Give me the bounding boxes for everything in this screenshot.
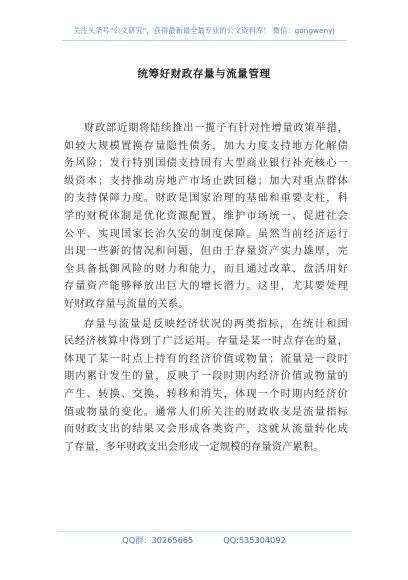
text-line: 期内累计发生的量，反映了一段时期内经济价值或物量的	[64, 371, 348, 383]
text-line: 全具备抵御风险的财力和能力，而且通过改革、盘活用好	[64, 263, 348, 275]
document-body	[64, 120, 348, 458]
text-line: 体现了某一时点上持有的经济价值或物量；流量是一段时	[64, 353, 348, 365]
text-line: 了存量，多年财政支出会形成一定规模的存量资产累积。	[64, 441, 324, 453]
text-line: 的支持保障力度。财政是国家治理的基础和重要支柱，科	[64, 193, 348, 205]
footer-qq-group: QQ群：30265665	[122, 535, 194, 545]
text-line: 好财政存量与流量的关系。	[64, 298, 189, 310]
paragraph-1	[64, 120, 348, 314]
text-line: 而财政支出的结果又会形成各类资产，这就从流量转化成	[64, 424, 348, 436]
text-line: 财政部近期将陆续推出一揽子有针对性增量政策举措，	[84, 123, 348, 134]
footer-qq: QQ:535304092	[223, 535, 286, 545]
text-line: 如较大规模置换存量隐性债务，加大力度支持地方化解债	[64, 140, 348, 152]
text-line: 存量资产能够释放出巨大的增长潜力。这里，尤其要处理	[64, 281, 348, 293]
text-line: 值或物量的变化。通常人们所关注的财政收支是流量指标	[64, 406, 348, 418]
header-banner: 关注头条号“公文研究”，获得最新最全最专业的公文资料库！ 微信：gongwenyj	[73, 26, 335, 35]
text-line: 存量与流量是反映经济状况的两类指标，在统计和国	[84, 318, 348, 330]
paragraph-2	[64, 316, 348, 457]
header-divider	[62, 40, 346, 41]
footer-divider	[58, 531, 350, 532]
text-line: 产生、转换、交换、转移和消失，体现一个时期内经济价	[64, 388, 348, 400]
text-line: 民经济核算中得到了广泛运用。存量是某一时点存在的量，	[64, 336, 348, 348]
text-line: 学的财税体制是优化资源配置、维护市场统一、促进社会	[64, 210, 348, 222]
text-line: 务风险；发行特别国债支持国有大型商业银行补充核心一	[64, 158, 348, 170]
text-line: 公平、实现国家长治久安的制度保障。虽然当前经济运行	[64, 228, 348, 240]
text-line: 级资本；支持推动房地产市场止跌回稳；加大对重点群体	[64, 175, 348, 187]
document-title: 统筹好财政存量与流量管理	[137, 68, 271, 80]
text-line: 出现一些新的情况和问题，但由于存量资产实力雄厚，完	[64, 246, 348, 258]
footer	[0, 535, 408, 546]
